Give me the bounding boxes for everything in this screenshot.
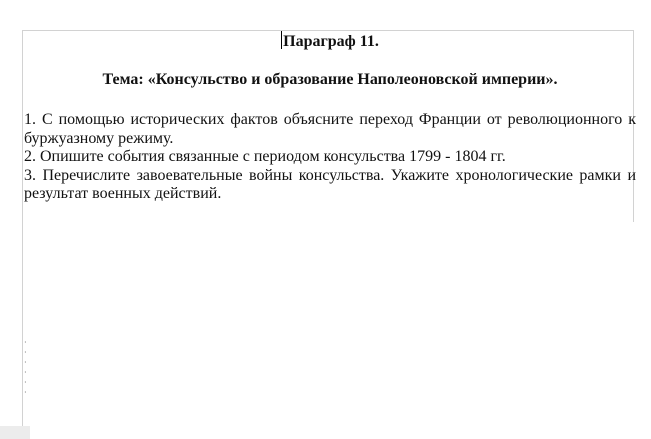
text-cursor [281,31,282,49]
document-text-area[interactable] [24,31,636,204]
paragraph-heading[interactable] [24,31,636,53]
task-item[interactable]: 3. Перечислите завоевательные войны консульства. Укажите хронологические рамки и результат военных действий. [24,166,636,202]
page-margin-guide-left [22,30,23,432]
paragraph-heading-text: Параграф 11. [283,33,379,50]
task-item[interactable]: 1. С помощью исторических фактов объясните переход Франции от революционного к буржуазному режиму. [24,111,636,147]
page-corner-shade [0,426,30,439]
task-list [24,111,636,204]
theme-heading[interactable]: Тема: «Консульство и образование Наполеоновской империи». [102,71,558,88]
task-item[interactable]: 2. Опишите события связанные с периодом консульства 1799 - 1804 гг. [24,148,506,165]
empty-paragraph-marks: · · · · · · [24,338,27,397]
